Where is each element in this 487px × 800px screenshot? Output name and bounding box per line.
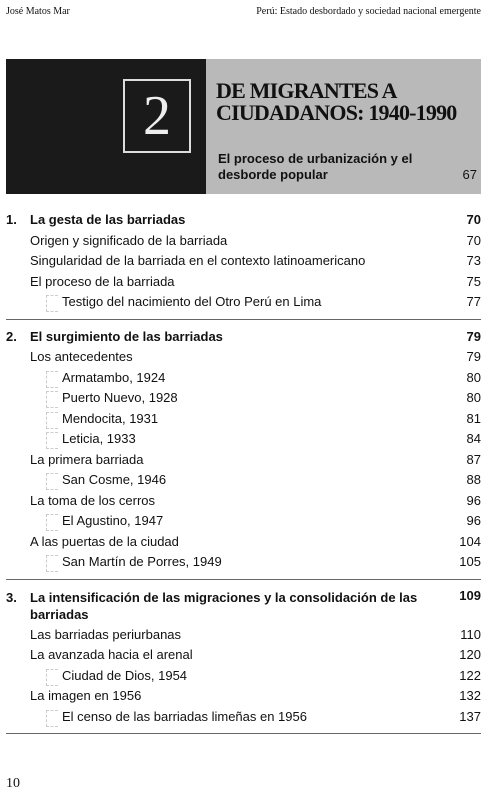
toc-entry[interactable] bbox=[6, 251, 481, 272]
chapter-page: 67 bbox=[462, 167, 477, 182]
toc-entry[interactable] bbox=[6, 272, 481, 293]
toc-subentry[interactable] bbox=[6, 470, 481, 491]
entry-title: El censo de las barriadas limeñas en 1956 bbox=[62, 708, 307, 724]
toc-section-heading[interactable] bbox=[6, 327, 481, 348]
chapter-banner bbox=[6, 59, 481, 194]
chapter-number: 2 bbox=[123, 79, 191, 153]
entry-title: Testigo del nacimiento del Otro Perú en Lima bbox=[62, 294, 322, 309]
entry-title: A las puertas de la ciudad bbox=[30, 533, 179, 549]
entry-page: 110 bbox=[460, 626, 481, 642]
bullet-marker-icon bbox=[46, 432, 58, 449]
toc-entry[interactable] bbox=[6, 686, 481, 707]
toc-section-heading[interactable] bbox=[6, 210, 481, 231]
entry-page: 104 bbox=[459, 533, 481, 549]
entry-page: 120 bbox=[459, 647, 481, 662]
running-header bbox=[6, 6, 481, 20]
toc-section bbox=[6, 587, 481, 735]
bullet-marker-icon bbox=[46, 371, 58, 388]
section-title: La intensificación de las migraciones y la consolidación de las barriadas bbox=[30, 589, 418, 622]
entry-title: Los antecedentes bbox=[30, 349, 133, 364]
entry-page: 79 bbox=[466, 349, 481, 364]
entry-title: La primera barriada bbox=[30, 451, 144, 467]
section-number: 3. bbox=[6, 589, 17, 605]
chapter-title-line-1: DE MIGRANTES A bbox=[216, 78, 397, 103]
entry-page: 80 bbox=[466, 390, 481, 405]
entry-title: San Martín de Porres, 1949 bbox=[62, 554, 222, 569]
section-title: El surgimiento de las barriadas bbox=[30, 328, 223, 344]
entry-page: 70 bbox=[466, 232, 481, 248]
table-of-contents bbox=[6, 210, 481, 741]
entry-page: 84 bbox=[466, 431, 481, 446]
toc-subentry[interactable] bbox=[6, 707, 481, 728]
toc-subentry[interactable] bbox=[6, 388, 481, 409]
entry-page: 80 bbox=[466, 369, 481, 385]
toc-subentry[interactable] bbox=[6, 552, 481, 573]
toc-subentry[interactable] bbox=[6, 511, 481, 532]
entry-page: 122 bbox=[459, 667, 481, 683]
entry-title: El proceso de la barriada bbox=[30, 273, 175, 289]
entry-title: Ciudad de Dios, 1954 bbox=[62, 667, 188, 683]
chapter-title-line-2: CIUDADANOS: 1940-1990 bbox=[216, 100, 457, 125]
toc-entry[interactable] bbox=[6, 532, 481, 553]
entry-title: La toma de los cerros bbox=[30, 492, 156, 508]
bullet-marker-icon bbox=[46, 555, 58, 572]
toc-section bbox=[6, 210, 481, 320]
section-page: 70 bbox=[466, 212, 481, 227]
toc-entry[interactable] bbox=[6, 625, 481, 646]
entry-title: El Agustino, 1947 bbox=[62, 513, 164, 528]
toc-subentry[interactable] bbox=[6, 429, 481, 450]
entry-page: 137 bbox=[459, 708, 481, 724]
header-author: José Matos Mar bbox=[6, 6, 70, 17]
toc-entry[interactable] bbox=[6, 231, 481, 252]
bullet-marker-icon bbox=[46, 514, 58, 531]
toc-entry[interactable] bbox=[6, 450, 481, 471]
entry-page: 88 bbox=[466, 472, 481, 487]
toc-subentry[interactable] bbox=[6, 368, 481, 389]
entry-page: 81 bbox=[466, 410, 481, 426]
section-page: 79 bbox=[466, 328, 481, 344]
bullet-marker-icon bbox=[46, 412, 58, 429]
page-number: 10 bbox=[6, 776, 20, 791]
toc-subentry[interactable] bbox=[6, 409, 481, 430]
entry-title: La imagen en 1956 bbox=[30, 688, 142, 703]
entry-title: Mendocita, 1931 bbox=[62, 410, 159, 426]
bullet-marker-icon bbox=[46, 669, 58, 686]
bullet-marker-icon bbox=[46, 473, 58, 490]
section-number: 2. bbox=[6, 328, 17, 344]
entry-title: Leticia, 1933 bbox=[62, 431, 136, 446]
toc-section-heading[interactable] bbox=[6, 587, 481, 625]
entry-page: 87 bbox=[466, 451, 481, 467]
bullet-marker-icon bbox=[46, 710, 58, 727]
bullet-marker-icon bbox=[46, 391, 58, 408]
header-book-title: Perú: Estado desbordado y sociedad nacional emergente bbox=[256, 6, 481, 17]
toc-entry[interactable] bbox=[6, 491, 481, 512]
entry-page: 105 bbox=[459, 554, 481, 569]
toc-section bbox=[6, 327, 481, 580]
entry-title: Singularidad de la barriada en el contexto latinoamericano bbox=[30, 253, 366, 268]
entry-page: 73 bbox=[466, 253, 481, 268]
entry-title: Las barriadas periurbanas bbox=[30, 626, 182, 642]
section-number: 1. bbox=[6, 212, 17, 227]
section-page: 109 bbox=[459, 587, 481, 603]
entry-page: 75 bbox=[466, 273, 481, 289]
chapter-title bbox=[216, 80, 456, 124]
chapter-subtitle: El proceso de urbanización y el desborde popular bbox=[218, 151, 413, 182]
toc-subentry[interactable] bbox=[6, 666, 481, 687]
entry-page: 96 bbox=[466, 513, 481, 528]
entry-page: 77 bbox=[466, 294, 481, 309]
toc-subentry[interactable] bbox=[6, 292, 481, 313]
section-title: La gesta de las barriadas bbox=[30, 212, 186, 227]
entry-title: San Cosme, 1946 bbox=[62, 472, 167, 487]
bullet-marker-icon bbox=[46, 295, 58, 312]
entry-title: Origen y significado de la barriada bbox=[30, 232, 228, 248]
entry-title: Puerto Nuevo, 1928 bbox=[62, 390, 178, 405]
entry-title: Armatambo, 1924 bbox=[62, 369, 166, 385]
entry-title: La avanzada hacia el arenal bbox=[30, 647, 193, 662]
entry-page: 96 bbox=[466, 492, 481, 508]
toc-entry[interactable] bbox=[6, 645, 481, 666]
entry-page: 132 bbox=[459, 688, 481, 703]
toc-entry[interactable] bbox=[6, 347, 481, 368]
